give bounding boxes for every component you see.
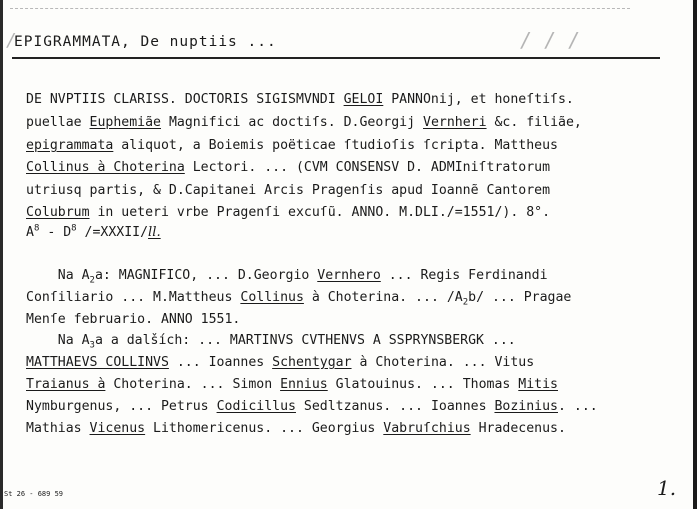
- superscript: 8: [71, 223, 77, 234]
- note1-line-3: Menſe februario. ANNO 1551.: [26, 312, 241, 327]
- text: DE NVPTIIS CLARISS. DOCTORIS SIGISMVNDI: [26, 92, 344, 107]
- text: Conſiliario ... M.Mattheus: [26, 290, 241, 305]
- text: Mathias: [26, 421, 90, 436]
- card-left-edge: [0, 0, 3, 509]
- text: Choterina. ... Simon: [105, 377, 281, 392]
- name-collinus: Collinus à Choterina: [26, 160, 185, 175]
- record-line-1: [26, 92, 574, 107]
- text: Hradecenus.: [470, 421, 566, 436]
- note2-line-4: [26, 399, 598, 414]
- text: à Choterina. ... Vitus: [351, 355, 535, 370]
- name-codicillus: Codicillus: [216, 399, 296, 414]
- handwritten-mark: ll.: [148, 225, 161, 240]
- text: - D: [39, 225, 72, 240]
- text: &c. filiãe,: [486, 115, 582, 130]
- text: Na A: [26, 268, 90, 283]
- subscript: 2: [89, 275, 95, 286]
- record-line-6: [26, 205, 550, 220]
- name-vicenus: Vicenus: [89, 421, 146, 436]
- text: a a dalších: ... MARTINVS CVTHENVS A SSPRYNSBERGK ...: [94, 333, 516, 348]
- text: aliquot, a Boiemis poëticae ſtudioſis ſcripta. Mattheus: [113, 138, 558, 153]
- superscript: 8: [33, 223, 40, 234]
- text: ... Regis Ferdinandi: [380, 268, 548, 283]
- text: Magnifici ac doctiſs. D.Georgij: [161, 115, 424, 130]
- text: Sedltzanus. ... Ioannes: [295, 399, 495, 414]
- name-geloi: GELOI: [343, 92, 384, 107]
- heading-rule: [12, 57, 660, 59]
- record-line-5: utriusq partis, & D.Capitanei Arcis Pragenſis apud Ioannẽ Cantorem: [26, 183, 551, 198]
- text: . ...: [558, 399, 598, 414]
- note1-line-2: [26, 290, 572, 308]
- name-mitis: Mitis: [518, 377, 558, 392]
- text: puellae: [26, 115, 90, 130]
- name-traianus: Traianus à: [26, 377, 106, 392]
- record-line-4: [26, 160, 550, 175]
- name-euphemiae: Euphemiãe: [89, 115, 161, 130]
- top-dashed-line: [10, 8, 630, 9]
- text: ... Ioannes: [168, 355, 273, 370]
- text: /=XXXII/: [76, 225, 149, 240]
- name-vernhero: Vernhero: [317, 268, 381, 283]
- note2-line-5: [26, 421, 566, 436]
- name-matthaevs-collinvs: MATTHAEVS COLLINVS: [26, 355, 169, 370]
- text: a: MAGNIFICO, ... D.Georgio: [94, 268, 318, 283]
- text: Na A: [26, 333, 90, 348]
- card-right-edge: [693, 0, 697, 509]
- text: Glatouinus. ... Thomas: [327, 377, 519, 392]
- record-line-2: [26, 115, 582, 130]
- name-colubrum: Colubrum: [26, 205, 90, 220]
- note2-line-2: [26, 355, 534, 370]
- card-catalog-code: St 26 - 689 59: [4, 490, 64, 498]
- text: b/ ... Pragae: [468, 290, 572, 305]
- name-ennius: Ennius: [280, 377, 328, 392]
- subscript: 2: [462, 297, 469, 308]
- text: Lectori. ... (CVM CONSENSV D. ADMIniſtratorum: [184, 160, 551, 175]
- faint-slash-mark: /: [6, 30, 17, 51]
- subscript: 3: [89, 340, 95, 351]
- faint-slash-marks-right: / / /: [520, 28, 581, 52]
- text: in ueteri vrbe Pragenſi excuſũ. ANNO. M.DLI./=1551/). 8°.: [89, 205, 551, 220]
- card-heading: EPIGRAMMATA, De nuptiis ...: [14, 34, 277, 50]
- text: Nymburgenus, ... Petrus: [26, 399, 217, 414]
- name-vabruschius: Vabruſchius: [383, 421, 471, 436]
- text: à Choterina. ... /A: [303, 290, 463, 305]
- text: PANNOnij, et honeſtiſs.: [383, 92, 574, 107]
- text: A: [26, 225, 34, 240]
- note2-line-1: [26, 333, 516, 351]
- note1-line-1: [26, 268, 548, 286]
- name-bozinius: Bozinius: [494, 399, 558, 414]
- record-line-3: [26, 138, 558, 153]
- name-collinus: Collinus: [240, 290, 304, 305]
- handwritten-card-number: 1.: [657, 476, 677, 500]
- text: Lithomericenus. ... Georgius: [145, 421, 384, 436]
- name-schentygar: Schentygar: [272, 355, 352, 370]
- note2-line-3: [26, 377, 558, 392]
- word-epigrammata: epigrammata: [26, 138, 114, 153]
- record-line-7: [26, 225, 161, 240]
- name-vernheri: Vernheri: [423, 115, 487, 130]
